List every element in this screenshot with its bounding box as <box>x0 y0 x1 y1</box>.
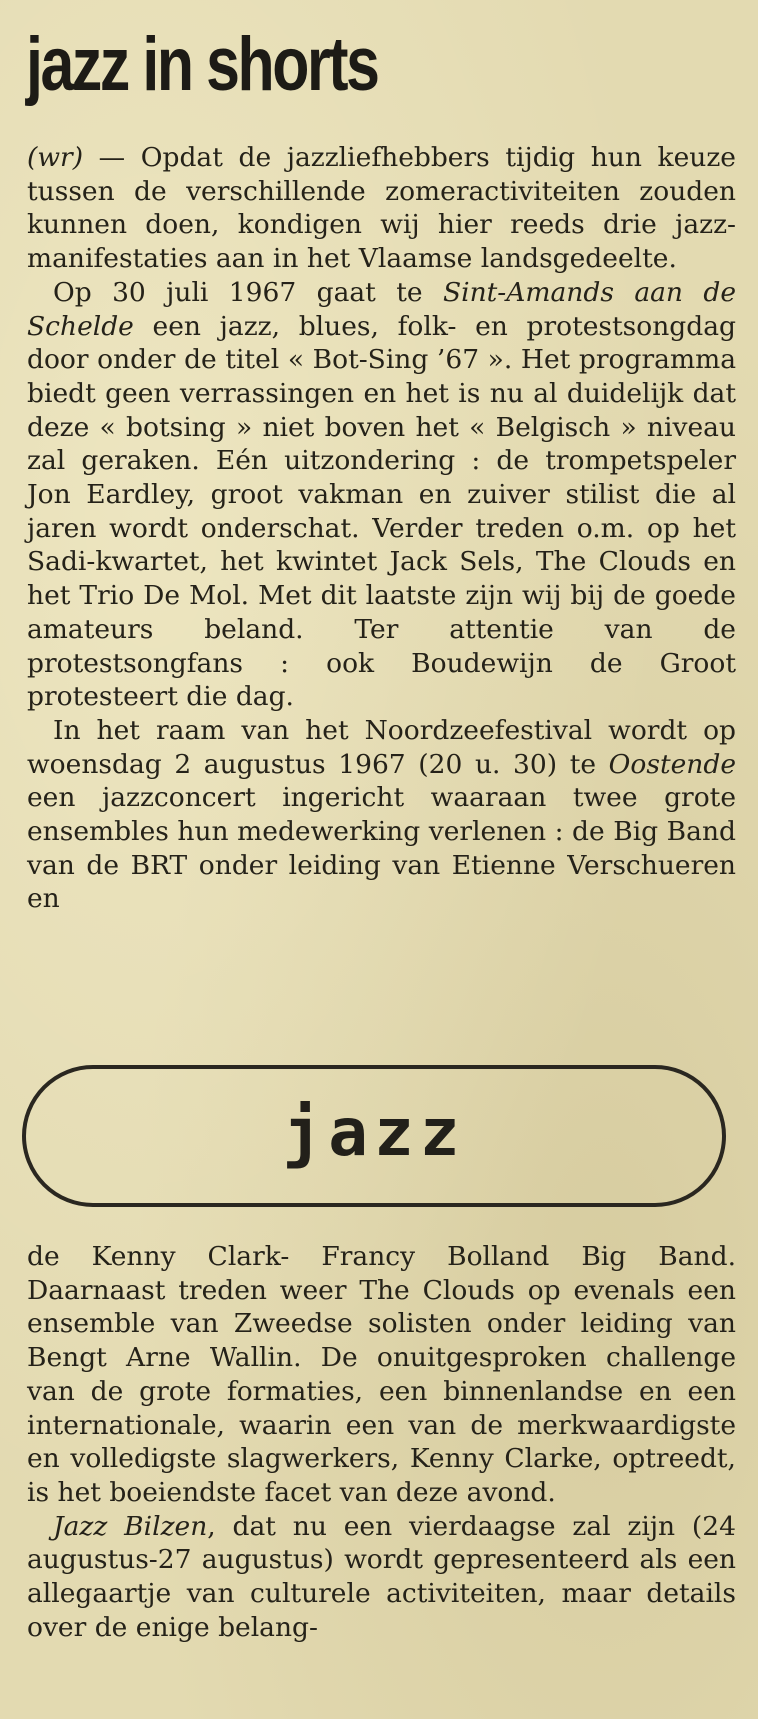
byline: (wr) <box>27 142 84 173</box>
intro-text: — Opdat de jazzliefhebbers tijdig hun keuze tussen de verschillende zomeractiviteiten zouden kunnen doen, kondigen wij hier reeds drie jazz-manifestaties aan in het Vlaamse landsgedeelte. <box>27 142 736 275</box>
place-name: Oostende <box>608 748 736 780</box>
headline: jazz in shorts <box>26 22 378 107</box>
paragraph-text: een jazzconcert ingericht waaraan twee grote ensembles hun medewerking verlenen : de Big Band van de BRT onder leiding van Etienne Verschueren en <box>27 782 736 915</box>
paragraph-oostende <box>27 714 736 916</box>
place-name: Sint-Amands aan de Schelde <box>27 276 737 342</box>
paragraph-big-band: de Kenny Clark- Francy Bolland Big Band. Daarnaast treden weer The Clouds op evenals een ensemble van Zweedse solisten onder leiding van Bengt Arne Wallin. De onuitgesproken challenge van de grote formaties, een binnenlandse en een internationale, waarin een van de merkwaardigste en volledigste slagwerkers, Kenny Clarke, optreedt, is het boeiendste facet van deze avond. <box>27 1241 736 1508</box>
paragraph-text: een jazz, blues, folk- en protestsongdag door onder de titel « Bot-Sing ’67 ». Het programma biedt geen verrassingen en het is nu al duidelijk dat deze « botsing » niet boven het « Belgisch » niveau zal geraken. Eén uitzondering : de trompetspeler Jon Eardley, groot vakman en zuiver stilist die al jaren wordt onderschat. Verder treden o.m. op het Sadi-kwartet, het kwintet Jack Sels, The Clouds en het Trio De Mol. Met dit laatste zijn wij bij de goede amateurs beland. Ter attentie van de protestsongfans : ook Boudewijn de Groot protesteert die dag. <box>27 310 736 713</box>
article-column-bottom <box>27 1240 736 1644</box>
jazz-rubric-box <box>22 1065 726 1207</box>
intro-paragraph <box>27 141 736 276</box>
paragraph-text: Op 30 juli 1967 gaat te <box>53 276 443 308</box>
paragraph-sint-amands <box>27 276 736 714</box>
paragraph-text: , dat nu een vierdaagse zal zijn (24 augustus-27 augustus) wordt gepresenteerd als een allegaartje van culturele activiteiten, maar details over de enige belang- <box>27 1510 736 1643</box>
paragraph-bilzen <box>27 1510 736 1645</box>
paragraph-text: In het raam van het Noordzeefestival wordt op woensdag 2 augustus 1967 (20 u. 30) te <box>27 714 736 780</box>
place-name: Jazz Bilzen <box>53 1510 208 1542</box>
jazz-rubric-label: jazz <box>282 1094 466 1171</box>
article-column-top <box>27 141 736 916</box>
